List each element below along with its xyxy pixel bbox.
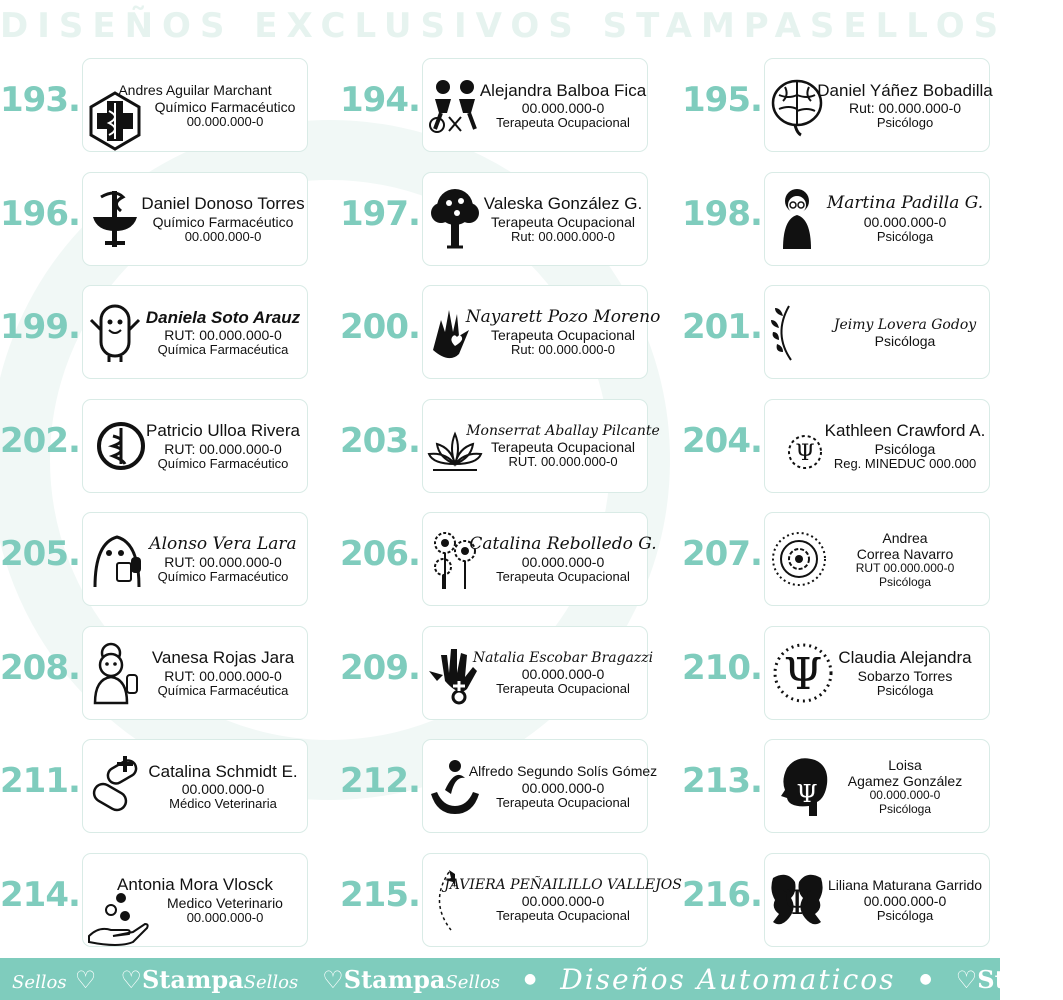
stamp-text	[825, 521, 985, 599]
mandala-icon	[769, 527, 825, 591]
footer-brand-3: ♡Stamp	[955, 964, 1063, 994]
therapy-kids-icon	[427, 73, 483, 137]
stamp-line: Química Farmacéutica	[157, 342, 289, 358]
stamp-line: 00.000.000-0	[186, 909, 264, 925]
laurel-icon	[769, 300, 825, 364]
stamp-line: 00.000.000-0	[521, 779, 605, 796]
stamp-item	[682, 58, 1012, 154]
design-number: 198.	[682, 193, 762, 234]
stamp-line: 00.000.000-0	[184, 228, 262, 244]
faces-psi-icon	[769, 868, 825, 932]
girl-glasses-icon	[769, 187, 825, 251]
tree-icon	[427, 187, 483, 251]
footer-slogan: Diseños Automaticos	[560, 962, 896, 996]
stamp-text	[825, 862, 985, 940]
design-number: 207.	[682, 534, 762, 574]
stamp-name: Loisa	[888, 757, 922, 774]
psi-dotted-icon	[769, 641, 825, 705]
stamp-card[interactable]	[764, 399, 990, 493]
svg-text:Ψ: Ψ	[795, 440, 815, 466]
stamp-name: Antonia Mora Vlosck	[117, 875, 273, 895]
design-number: 205.	[0, 534, 80, 574]
footer-brand-2: ♡StampaSellos	[322, 964, 501, 994]
stamp-item	[340, 626, 670, 722]
stamp-line: 00.000.000-0	[521, 100, 605, 117]
stamp-name: Valeska González G.	[483, 194, 643, 214]
stamp-text	[469, 521, 657, 599]
stamp-line: Terapeuta Ocupacional	[496, 569, 630, 585]
stamp-line: 00.000.000-0	[186, 113, 264, 129]
design-number: 196.	[0, 193, 80, 234]
stamp-line: Químico Farmacéutico	[157, 569, 289, 585]
stamp-line: 00.000.000-0	[521, 554, 605, 571]
footer-banner	[0, 958, 1063, 1000]
stamp-name: Alejandra Balboa Fica	[479, 80, 647, 100]
design-number: 206.	[340, 534, 420, 574]
stamp-card[interactable]	[764, 285, 990, 379]
stamp-text	[472, 635, 654, 713]
stamp-item	[682, 739, 1012, 835]
stamp-line: 00.000.000-0	[521, 666, 605, 683]
design-number: 211.	[0, 761, 80, 801]
stamp-line: 00.000.000-0	[521, 893, 605, 910]
stamp-text	[444, 862, 682, 940]
stamp-card[interactable]	[764, 739, 990, 833]
stamp-line: 00.000.000-0	[181, 781, 265, 798]
design-number: 203.	[340, 420, 420, 461]
stamp-line: Terapeuta Ocupacional	[491, 439, 635, 456]
stamp-line: Agamez González	[847, 773, 963, 790]
stamp-item	[340, 172, 670, 268]
stamp-line: 00.000.000-0	[869, 788, 941, 803]
stamp-card[interactable]	[422, 399, 660, 493]
stamp-name: Andrea	[882, 530, 928, 547]
stamp-line: Químico Farmacéutico	[157, 455, 289, 471]
stamp-line: Psicóloga	[876, 228, 934, 244]
stamp-line: RUT 00.000.000-0	[855, 561, 955, 576]
stamp-card[interactable]	[82, 853, 308, 947]
stamp-line: Psicóloga	[874, 440, 936, 457]
design-number: 209.	[340, 647, 420, 688]
svg-text:Ψ: Ψ	[783, 648, 823, 700]
stamp-text	[466, 408, 660, 486]
stamp-item	[682, 172, 1012, 268]
stamp-line: Psicóloga	[878, 575, 932, 590]
design-number: 213.	[682, 761, 762, 801]
stamp-name: Andres Aguilar Marchant	[118, 82, 272, 99]
stamp-card[interactable]	[764, 626, 990, 720]
stamp-line: Reg. MINEDUC 000.000	[833, 455, 977, 471]
design-number: 195.	[682, 80, 762, 120]
stamp-line: Terapeuta Ocupacional	[496, 115, 630, 131]
stamp-text	[483, 181, 643, 259]
page-title: DISEÑOS EXCLUSIVOS STAMPASELLOS	[0, 6, 1008, 46]
stamp-line: Sobarzo Torres	[857, 667, 953, 684]
stamp-name: Daniel Yáñez Bobadilla	[817, 80, 993, 100]
stamp-item	[0, 58, 330, 154]
stamp-text	[87, 862, 303, 940]
stamp-line: RUT. 00.000.000-0	[508, 454, 618, 470]
design-number: 210.	[682, 647, 762, 688]
stamp-design-grid	[0, 58, 1000, 958]
design-number: 193.	[0, 80, 80, 120]
stamp-card[interactable]	[82, 285, 308, 379]
stamp-card[interactable]	[422, 853, 682, 947]
stamp-item	[682, 285, 1012, 381]
design-number: 204.	[682, 420, 762, 461]
stamp-line: 00.000.000-0	[863, 893, 947, 910]
stamp-text	[825, 294, 985, 372]
stamp-line: Psicóloga	[876, 908, 934, 924]
stamp-text	[479, 67, 647, 145]
stamp-text	[143, 408, 303, 486]
footer-brand-tail: Sellos ♡	[12, 964, 97, 994]
stamp-line: Rut: 00.000.000-0	[848, 100, 962, 117]
stamp-line: Psicóloga	[874, 333, 936, 349]
design-number: 200.	[340, 307, 420, 347]
design-number: 208.	[0, 647, 80, 688]
stamp-line: Terapeuta Ocupacional	[496, 681, 630, 697]
stamp-line: Psicóloga	[876, 682, 934, 698]
stamp-card[interactable]	[764, 58, 993, 152]
stamp-line: Psicóloga	[878, 802, 932, 817]
svg-text:Ψ: Ψ	[782, 882, 812, 923]
head-psi-icon	[769, 754, 825, 818]
stamp-card[interactable]	[422, 172, 648, 266]
stamp-name: JAVIERA PEÑAILILLO VALLEJOS	[444, 876, 682, 893]
stamp-card[interactable]	[422, 285, 661, 379]
stamp-text	[143, 294, 303, 372]
design-number: 202.	[0, 420, 80, 461]
stamp-name: Jeimy Lovera Godoy	[833, 316, 977, 333]
stamp-name: Daniela Soto Arauz	[145, 307, 301, 327]
stamp-item	[682, 512, 1012, 608]
stamp-card[interactable]	[82, 58, 308, 152]
stamp-text	[825, 408, 985, 486]
stamp-line: Químico Farmacéutico	[154, 98, 296, 115]
design-number: 216.	[682, 874, 762, 915]
design-number: 212.	[340, 761, 420, 801]
design-number: 197.	[340, 193, 420, 234]
stamp-item	[340, 58, 670, 154]
stamp-name: Monserrat Aballay Pilcante	[466, 422, 660, 439]
stamp-item	[0, 626, 330, 722]
design-number: 215.	[340, 874, 420, 915]
stamp-line: Terapeuta Ocupacional	[496, 794, 630, 810]
stamp-item	[0, 853, 330, 949]
stamp-card[interactable]	[422, 739, 658, 833]
stamp-line: Terapeuta Ocupacional	[496, 908, 630, 924]
stamp-card[interactable]	[82, 626, 308, 720]
stamp-line: 00.000.000-0	[863, 213, 947, 230]
caduceus-bowl-icon	[87, 187, 143, 251]
stamp-name: Vanesa Rojas Jara	[151, 648, 295, 668]
stamp-line: RUT: 00.000.000-0	[164, 667, 282, 684]
stamp-line: Correa Navarro	[856, 546, 954, 563]
stamp-item	[340, 399, 670, 495]
stamp-line: Química Farmacéutica	[157, 682, 289, 698]
footer-dot: ●	[524, 971, 537, 987]
stamp-item	[340, 853, 682, 949]
stamp-line: RUT: 00.000.000-0	[164, 554, 282, 571]
design-number: 201.	[682, 307, 762, 347]
stamp-text	[143, 181, 303, 259]
stamp-card[interactable]	[764, 512, 990, 606]
stamp-text	[825, 748, 985, 826]
psi-badge-icon	[769, 414, 825, 478]
stamp-item	[340, 285, 670, 381]
snake-circle-icon	[87, 414, 143, 478]
stamp-card[interactable]	[422, 58, 648, 152]
svg-text:Ψ: Ψ	[796, 780, 818, 808]
stamp-item	[340, 512, 670, 608]
stamp-line: Médico Veterinaria	[169, 796, 277, 812]
stamp-item	[0, 739, 330, 835]
stamp-item	[0, 285, 330, 381]
stamp-text	[143, 635, 303, 713]
stamp-item	[0, 172, 330, 268]
stamp-line: RUT: 00.000.000-0	[164, 440, 282, 457]
stamp-name: Alfredo Segundo Solís Gómez	[468, 763, 658, 780]
stamp-text	[468, 748, 658, 826]
stamp-name: Alonso Vera Lara	[149, 533, 297, 554]
stamp-text	[825, 635, 985, 713]
stamp-text	[817, 67, 993, 145]
footer-brand: ♡StampaSellos	[120, 964, 299, 994]
stamp-name: Nayarett Pozo Moreno	[465, 306, 661, 327]
stamp-line: RUT: 00.000.000-0	[164, 327, 282, 344]
stamp-item	[0, 399, 330, 495]
character-pills-icon	[87, 527, 143, 591]
stamp-card[interactable]	[764, 172, 990, 266]
stamp-item	[682, 853, 1012, 949]
stamp-text	[87, 67, 303, 145]
stamp-card[interactable]	[82, 172, 308, 266]
stamp-card[interactable]	[82, 739, 308, 833]
stamp-text	[143, 521, 303, 599]
stamp-name: Catalina Schmidt E.	[148, 761, 298, 781]
stamp-line: Psicólogo	[876, 115, 934, 131]
stamp-line: Terapeuta Ocupacional	[491, 213, 635, 230]
stamp-text	[825, 181, 985, 259]
pharmacist-woman-icon	[87, 641, 143, 705]
stamp-line: Rut: 00.000.000-0	[510, 228, 616, 244]
stamp-item	[682, 399, 1012, 495]
stamp-item	[0, 512, 330, 608]
design-number: 199.	[0, 307, 80, 347]
design-number: 214.	[0, 874, 80, 915]
stamp-card[interactable]	[422, 626, 654, 720]
stamp-line: Medico Veterinario	[167, 894, 283, 911]
design-number: 194.	[340, 80, 420, 120]
stamp-text	[143, 748, 303, 826]
stamp-card[interactable]	[82, 399, 308, 493]
stamp-name: Patricio Ulloa Rivera	[146, 421, 300, 441]
stamp-name: Daniel Donoso Torres	[141, 194, 305, 214]
stamp-item	[340, 739, 670, 835]
stamp-card[interactable]	[82, 512, 308, 606]
stamp-name: Martina Padilla G.	[826, 193, 984, 214]
stamp-name: Claudia Alejandra	[838, 648, 972, 668]
pill-character-icon	[87, 300, 143, 364]
stamp-item	[682, 626, 1012, 722]
stamp-line: Químico Farmacéutico	[152, 213, 294, 230]
stamp-name: Catalina Rebolledo G.	[469, 533, 657, 554]
stamp-name: Liliana Maturana Garrido	[827, 876, 983, 893]
stamp-name: Natalia Escobar Bragazzi	[472, 649, 654, 666]
stamp-text	[465, 294, 661, 372]
stamp-card[interactable]	[764, 853, 990, 947]
stamp-card[interactable]	[422, 512, 657, 606]
stamp-name: Kathleen Crawford A.	[824, 421, 986, 441]
stamp-line: Rut: 00.000.000-0	[510, 342, 616, 358]
footer-dot: ●	[919, 971, 932, 987]
stamp-line: Terapeuta Ocupacional	[491, 327, 635, 344]
vet-pills-icon	[87, 754, 143, 818]
